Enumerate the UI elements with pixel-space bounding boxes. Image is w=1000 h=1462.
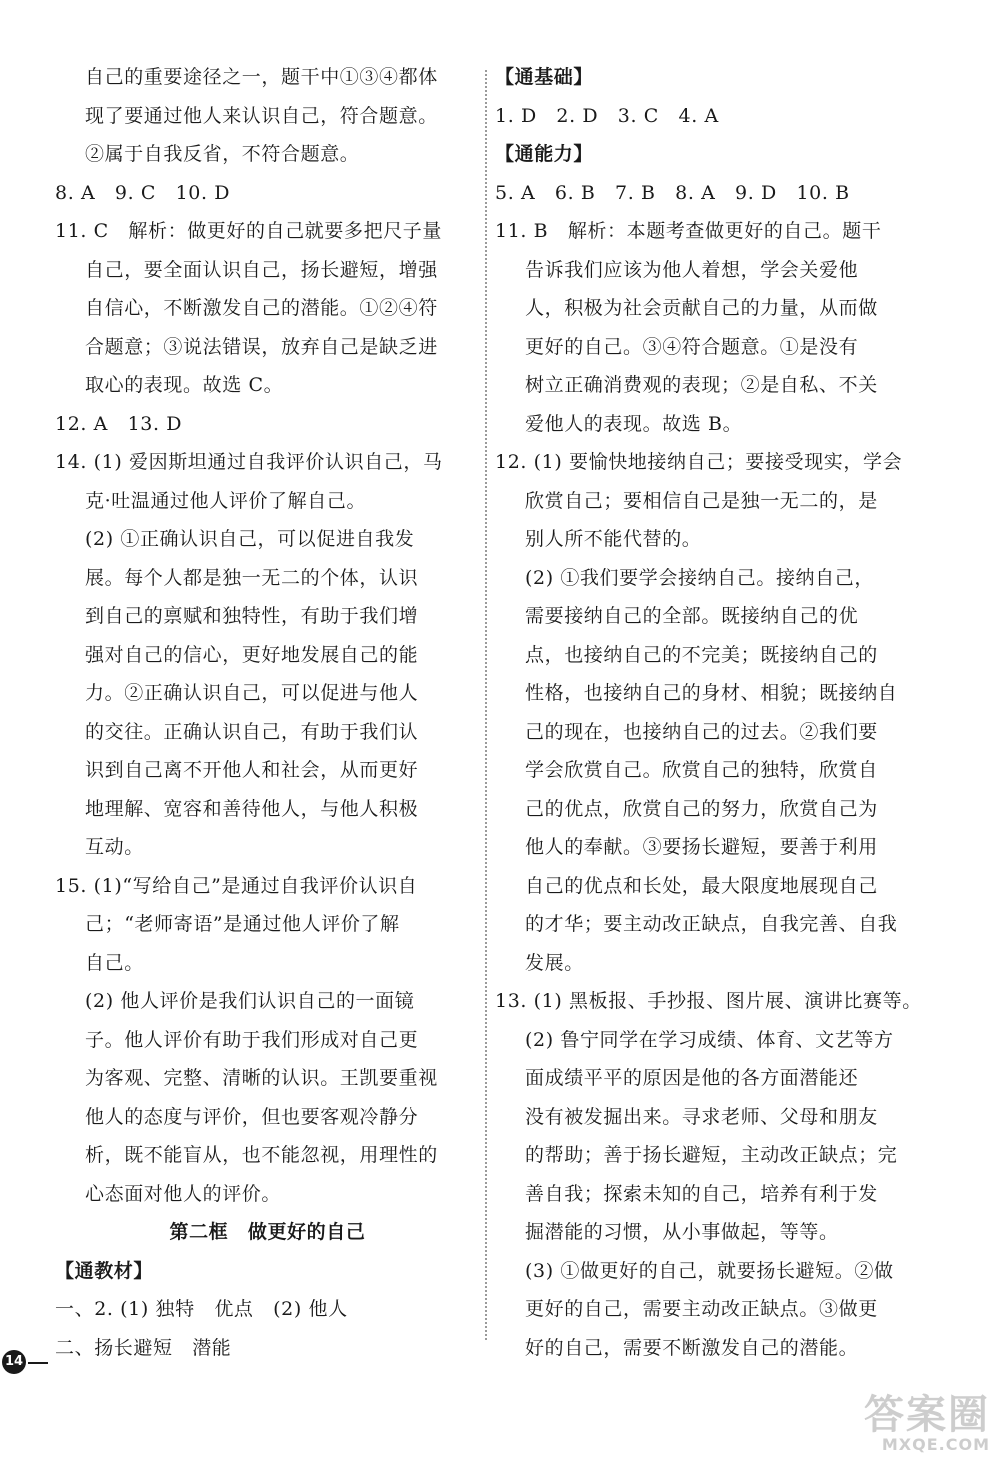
text-line: 取心的表现。故选 C。 [85, 374, 284, 396]
page-number: 14 [2, 1350, 26, 1374]
left-column [55, 58, 480, 1367]
text-line: 告诉我们应该为他人着想，学会关爱他 [525, 258, 859, 281]
text-line: 强对自己的信心，更好地发展自己的能 [85, 643, 419, 666]
text-line: 点，也接纳自己的不完美；既接纳自己的 [525, 643, 878, 666]
text-line: 合题意；③说法错误，放弃自己是缺乏进 [85, 335, 438, 358]
text-line: 面成绩平平的原因是他的各方面潜能还 [525, 1067, 859, 1089]
text-line: 一、2. (1) 独特 优点 (2) 他人 [55, 1298, 348, 1320]
text-line: 1. D 2. D 3. C 4. A [495, 104, 719, 127]
text-line: 爱他人的表现。故选 B。 [525, 412, 743, 435]
text-line: 自己，要全面认识自己，扬长避短，增强 [85, 258, 438, 281]
text-line: 的交往。正确认识自己，有助于我们认 [85, 720, 419, 743]
text-line: 12. A 13. D [55, 412, 183, 435]
text-line: 别人所不能代替的。 [525, 528, 702, 550]
text-line: 子。他人评价有助于我们形成对自己更 [85, 1028, 419, 1051]
text-line: 为客观、完整、清晰的认识。王凯要重视 [85, 1067, 438, 1089]
right-column [495, 58, 925, 1367]
page-number-rule [28, 1362, 48, 1364]
text-line: 11. C 解析：做更好的自己就要多把尺子量 [55, 220, 442, 242]
section-heading: 【通能力】 [495, 143, 594, 165]
text-line: 地理解、宽容和善待他人，与他人积极 [85, 797, 419, 820]
text-line: (2) ①我们要学会接纳自己。接纳自己， [525, 566, 874, 589]
text-line: 更好的自己，需要主动改正缺点。③做更 [525, 1298, 878, 1320]
text-line: 发展。 [525, 951, 584, 974]
text-line: 树立正确消费观的表现；②是自私、不关 [525, 374, 878, 396]
text-line: (2) 鲁宁同学在学习成绩、体育、文艺等方 [525, 1028, 894, 1051]
text-line: (2) ①正确认识自己，可以促进自我发 [85, 528, 415, 550]
text-line: 自信心，不断激发自己的潜能。①②④符 [85, 297, 438, 319]
text-line: 人，积极为社会贡献自己的力量，从而做 [525, 297, 878, 319]
text-line: 展。每个人都是独一无二的个体，认识 [85, 566, 419, 589]
text-line: 没有被发掘出来。寻求老师、父母和朋友 [525, 1105, 878, 1128]
text-line: ②属于自我反省，不符合题意。 [85, 143, 360, 165]
text-line: 他人的态度与评价，但也要客观冷静分 [85, 1105, 419, 1128]
text-line: 现了要通过他人来认识自己，符合题意。 [85, 104, 438, 127]
text-line: (3) ①做更好的自己，就要扬长避短。②做 [525, 1259, 894, 1282]
watermark-logo: 答案圈 [864, 1392, 990, 1438]
text-line: 识到自己离不开他人和社会，从而更好 [85, 759, 419, 781]
text-line: 11. B 解析：本题考查做更好的自己。题干 [495, 220, 882, 242]
text-line: 学会欣赏自己。欣赏自己的独特，欣赏自 [525, 759, 878, 781]
text-line: (2) 他人评价是我们认识自己的一面镜 [85, 990, 415, 1012]
text-line: 需要接纳自己的全部。既接纳自己的优 [525, 605, 859, 627]
text-line: 的才华；要主动改正缺点，自我完善、自我 [525, 913, 898, 935]
text-line: 5. A 6. B 7. B 8. A 9. D 10. B [495, 181, 850, 204]
text-line: 12. (1) 要愉快地接纳自己；要接受现实，学会 [495, 451, 903, 473]
watermark [820, 1392, 990, 1455]
text-line: 好的自己，需要不断激发自己的潜能。 [525, 1336, 859, 1359]
text-line: 己；“老师寄语”是通过他人评价了解 [85, 913, 400, 935]
text-line: 13. (1) 黑板报、手抄报、图片展、演讲比赛等。 [495, 990, 922, 1012]
text-line: 掘潜能的习惯，从小事做起，等等。 [525, 1221, 839, 1243]
section-heading: 【通教材】 [55, 1259, 154, 1282]
subsection-title: 第二框 做更好的自己 [169, 1221, 366, 1243]
column-divider [485, 70, 487, 1340]
text-line: 自己的优点和长处，最大限度地展现自己 [525, 874, 878, 897]
text-line: 15. (1)“写给自己”是通过自我评价认识自 [55, 874, 418, 897]
text-line: 互动。 [85, 836, 144, 858]
text-line: 他人的奉献。③要扬长避短，要善于利用 [525, 836, 878, 858]
text-line: 二、扬长避短 潜能 [55, 1336, 232, 1359]
text-line: 力。②正确认识自己，可以促进与他人 [85, 682, 419, 704]
text-line: 心态面对他人的评价。 [85, 1182, 282, 1205]
text-line: 善自我；探索未知的自己，培养有利于发 [525, 1182, 878, 1205]
text-line: 自己。 [85, 951, 144, 974]
text-line: 己的现在，也接纳自己的过去。②我们要 [525, 720, 878, 743]
text-line: 自己的重要途径之一，题干中①③④都体 [85, 66, 438, 88]
section-heading: 【通基础】 [495, 66, 594, 88]
text-line: 己的优点，欣赏自己的努力，欣赏自己为 [525, 797, 878, 820]
text-line: 的帮助；善于扬长避短，主动改正缺点；完 [525, 1144, 898, 1166]
text-line: 14. (1) 爱因斯坦通过自我评价认识自己，马 [55, 451, 443, 473]
text-line: 克·吐温通过他人评价了解自己。 [85, 489, 367, 512]
text-line: 到自己的禀赋和独特性，有助于我们增 [85, 605, 419, 627]
text-line: 析，既不能盲从，也不能忽视，用理性的 [85, 1144, 438, 1166]
text-line: 8. A 9. C 10. D [55, 181, 231, 204]
text-line: 性格，也接纳自己的身材、相貌；既接纳自 [525, 682, 898, 704]
text-line: 更好的自己。③④符合题意。①是没有 [525, 335, 859, 358]
text-line: 欣赏自己；要相信自己是独一无二的，是 [525, 489, 878, 512]
watermark-url: MXQE.COM [881, 1435, 990, 1454]
